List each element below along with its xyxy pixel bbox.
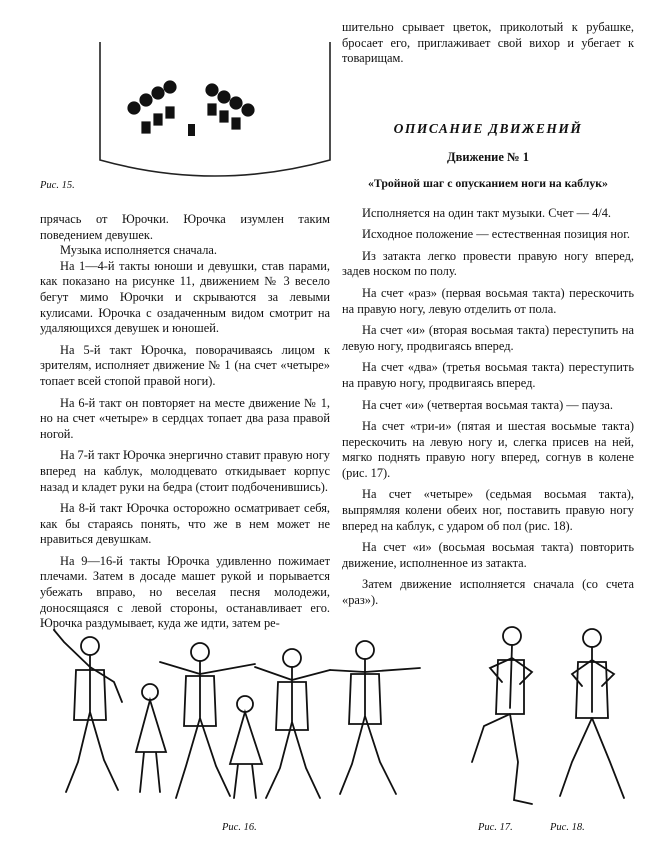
paragraph: Исполняется на один такт музыки. Счет — 4/4.: [362, 205, 612, 220]
dancer-figure: [136, 684, 166, 792]
section-title: ОПИСАНИЕ ДВИЖЕНИЙ: [393, 120, 583, 136]
paragraph: прячась от Юрочки. Юрочка изумлен таким поведением девушек.: [40, 212, 330, 242]
paragraph: На счет «и» (вторая восьмая такта) переступить на левую ногу, продвигаясь вперед.: [342, 323, 634, 353]
dancer-figure: [230, 696, 262, 798]
dancer-figure: [255, 649, 330, 798]
soloist-marker: [188, 124, 195, 136]
dancer-figure: [330, 641, 420, 794]
dancer-markers-left: [128, 81, 176, 133]
paragraph: На счет «два» (третья восьмая такта) переступить на правую ногу, продвигаясь вперед.: [342, 360, 634, 390]
paragraph: На 6-й такт он повторяет на месте движение № 1, но на счет «четыре» в сердцах топает два раза правой ногой.: [40, 395, 330, 441]
movement-title: Движение № 1: [446, 150, 529, 165]
paragraph: Музыка исполняется сначала.: [60, 243, 217, 258]
figure-caption-17: Рис. 17.: [478, 822, 513, 833]
paragraph: На 1—4-й такты юноши и девушки, став парами, как показано на рисунке 11, движением № 3 весело бегут мимо Юрочки и скрываются за левыми кулисами. Юрочка с озадаченным видом смотрит на удаляющихся девушек и юношей.: [40, 258, 330, 336]
paragraph: На счет «раз» (первая восьмая такта) перескочить на правую ногу, левую отделить от пола.: [342, 285, 634, 316]
paragraph: На счет «три-и» (пятая и шестая восьмые такта) перескочить на левую ногу и, слегка присев на ней, мягко поднять правую ногу вперед, согнув в колене (рис. 17).: [342, 419, 634, 480]
dancer-markers-right: [206, 84, 254, 129]
left-text-column: [40, 212, 330, 632]
paragraph: На 8-й такт Юрочка осторожно осматривает себя, как бы стараясь понять, что же в нем может не нравиться девушкам.: [40, 501, 330, 547]
figure-caption-16: Рис. 16.: [222, 822, 257, 833]
paragraph: Из затакта легко провести правую ногу вперед, задев носком по полу.: [342, 248, 634, 279]
dancers-group-illustration: [40, 622, 440, 812]
paragraph: Затем движение исполняется сначала (со счета «раз»).: [342, 577, 634, 608]
dancer-figure: [54, 630, 122, 792]
dancer-pose-illustration-18: [552, 622, 632, 812]
dancer-pose-illustration-17: [462, 622, 542, 812]
paragraph: На счет «четыре» (седьмая восьмая такта), выпрямляя колени обеих ног, поставить правую ногу вперед на каблук, с ударом об пол (рис. 18).: [342, 487, 634, 533]
paragraph: На 7-й такт Юрочка энергично ставит правую ногу вперед на каблук, молодцевато откидывает корпус назад и кладет руки на бедра (стоит подбоченившись).: [40, 448, 330, 494]
figure-caption-15: Рис. 15.: [40, 180, 75, 191]
movement-name: «Тройной шаг с опусканием ноги на каблук»: [368, 175, 608, 190]
paragraph: На счет «и» (восьмая восьмая такта) повторить движение, исполненное из затакта.: [342, 540, 634, 570]
right-text-column: [342, 20, 634, 609]
paragraph: Исходное положение — естественная позиция ног.: [362, 227, 631, 242]
stage-diagram: [100, 42, 330, 182]
paragraph: На счет «и» (четвертая восьмая такта) — пауза.: [362, 397, 613, 412]
paragraph: На 9—16-й такты Юрочка удивленно пожимает плечами. Затем в досаде машет рукой и порывается убежать вправо, но веселая песня молодежи, доносящаяся с левой стороны, останавливает его. Юрочка раздумывает, куда же идти, затем ре-: [40, 553, 330, 631]
paragraph: На 5-й такт Юрочка, поворачиваясь лицом к зрителям, исполняет движение № 1 (на счет «четыре» топает всей стопой правой ноги).: [40, 342, 330, 388]
paragraph: шительно срывает цветок, приколотый к рубашке, бросает его, приглаживает свой вихор и убегает к товарищам.: [342, 20, 634, 66]
figure-caption-18: Рис. 18.: [550, 822, 585, 833]
dancer-figure: [160, 643, 255, 798]
